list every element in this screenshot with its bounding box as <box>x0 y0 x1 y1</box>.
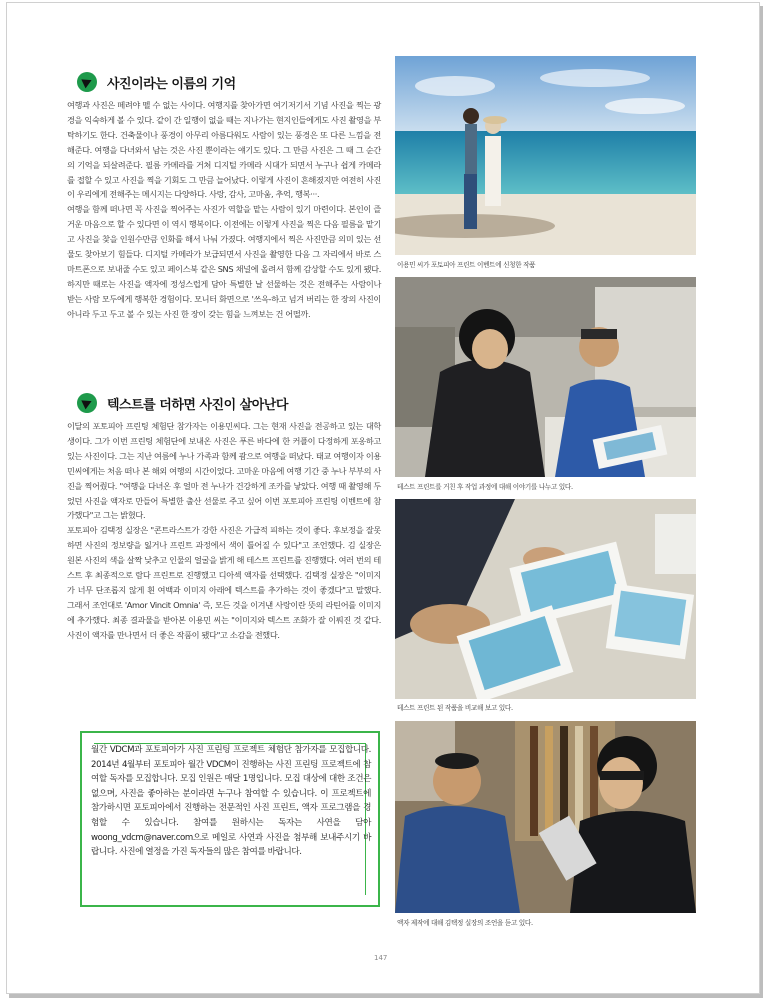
section1-paragraph: 여행을 함께 떠나면 꼭 사진을 찍어주는 사진가 역할을 맡는 사람이 있기 마련이다. 본인이 즐거운 마음으로 할 수 있다면 이 역시 행복이다. 이전에는 이렇게 사진을 찍은 다음 필름을 맡기고 사진을 찾을 인원수만큼 인화를 해서 나눠 가졌다. 여행지에서 찍은 사진만큼 의미 있는 선물도 찾아보기 힘들다. 디지털 카메라가 보급되면서 사진을 촬영한 다음 그 자리에서 바로 스마트폰으로 보내줄 수도 있고 페이스북 같은 SNS 채널에 올려서 함께 감상할 수도 있게 됐다. 하지만 때로는 사진을 액자에 정성스럽게 담아 특별한 날 선물하는 것은 전해주는 사람이나 받는 사람 모두에게 행복한 경험이다. 모니터 화면으로 '쓰윽-하고 넘겨 버리는 한 장의 사진이 아니라 두고 두고 볼 수 있는 사진 한 장이 갖는 힘을 느껴보는 건 어떨까. <box>67 204 381 319</box>
section-bullet-icon <box>77 393 97 413</box>
section1-title: 사진이라는 이름의 기억 <box>107 76 236 92</box>
photo1-caption: 이용민 씨가 포토피아 프린트 이벤트에 신청한 작품 <box>397 261 536 269</box>
page-number: 147 <box>374 954 388 962</box>
print-discussion-photo <box>395 277 696 477</box>
info-box-text: 월간 VDCM과 포토피아가 사진 프린팅 프로젝트 체험단 참가자를 모집합니다. 2014년 4월부터 포토피아 월간 VDCM이 진행하는 사진 프린팅 프로젝트에 참여할 독자를 모집합니다. 모집 인원은 매달 1명입니다. 모집 대상에 대한 조건은 없으며, 사진을 좋아하는 분이라면 누구나 참여할 수 있습니다. 이 프로젝트에 참가하시면 포토피아에서 진행하는 전문적인 사진 프린트, 액자 프로그램을 경험할 수 있습니다. 참여를 원하시는 독자는 사연을 담아 woong_vdcm@naver.com으로 메일로 사연과 사진을 첨부해 보내주시기 바랍니다. 사진에 열정을 가진 독자들의 많은 참여를 바랍니다. <box>91 745 371 858</box>
section2-heading <box>77 393 288 413</box>
frame-consultation-photo <box>395 721 696 913</box>
section1-body <box>67 98 381 322</box>
section-bullet-icon <box>77 72 97 92</box>
section2-paragraph: 포토피아 김택정 실장은 "콘트라스트가 강한 사진은 가급적 피하는 것이 좋다. 후보정을 잘못하면 사진의 정보량을 잃거나 프린트 과정에서 색이 틀어질 수 있다"고 조언했다. 김 실장은 원본 사진의 색을 살짝 낮추고 인물의 얼굴을 밝게 해 테스트 프린트를 진행했다. 여러 번의 테스트 후 최종적으로 람다 프린트로 진행했고 디아섹 액자를 선택했다. 김택정 실장은 "이미지가 너무 단조롭지 않게 흰 여백과 이미지 아래에 텍스트를 추가하는 것이 좋겠다"고 말했다. 그래서 조언대로 'Amor Vincit Omnia' 즉, 모든 것을 이겨낸 사랑이란 뜻의 라틴어를 이미지에 추가했다. 최종 결과물을 받아본 이용민 씨는 "이미지와 텍스트 조화가 잘 이뤄진 것 같다. 사진이 액자를 만나면서 더 좋은 작품이 됐다"고 소감을 전했다. <box>67 525 381 640</box>
section2-body <box>67 419 381 643</box>
section1-paragraph: 여행과 사진은 떼려야 뗄 수 없는 사이다. 여행지를 찾아가면 여기저기서 기념 사진을 찍는 광경을 익숙하게 볼 수 있다. 같이 간 일행이 없을 때는 지나가는 현지인들에게도 사진 촬영을 부탁하기도 한다. 건축물이나 풍경이 아무리 아름다워도 사람이 있는 풍경은 또 다른 느낌을 전해준다. 여행을 다녀와서 남는 것은 사진 뿐이라는 얘기도 있다. 그 만큼 사진은 그 때 그 순간의 기억을 되살려준다. 필름 카메라를 거쳐 디지털 카메라 시대가 되면서 누구나 쉽게 카메라를 접할 수 있고 사진을 찍을 기회도 그 만큼 늘어났다. 이렇게 사진이 흔해졌지만 여전히 사진이 우리에게 전해주는 메시지는 다양하다. 사랑, 감사, 고마움, 추억, 행복···. <box>67 100 381 200</box>
photo2-caption: 테스트 프린트를 거친 후 작업 과정에 대해 이야기를 나누고 있다. <box>397 483 573 491</box>
test-prints-photo <box>395 499 696 699</box>
section2-title: 텍스트를 더하면 사진이 살아난다 <box>107 397 288 413</box>
photo4-caption: 액자 제작에 대해 김택정 실장의 조언을 듣고 있다. <box>397 919 533 927</box>
magazine-page <box>6 2 760 994</box>
section2-paragraph: 이달의 포토피아 프린팅 체험단 참가자는 이용민씨다. 그는 현재 사진을 전공하고 있는 대학생이다. 그가 이번 프린팅 체험단에 보내온 사진은 푸른 바다에 한 커플이 다정하게 포옹하고 있는 사진이다. 그는 지난 여름에 누나 가족과 함께 괌으로 여행을 떠났다. 태교 여행이자 이용민씨에게는 처음 떠나 본 해외 여행의 시간이었다. 고마운 마음에 여행 기간 중 누나 부부의 사진을 찍어줬다. "여행을 다녀온 후 얼마 전 누나가 건강하게 조카를 낳았다. 여행 때 촬영해 두었던 사진을 액자로 만들어 특별한 출산 선물로 주고 싶어 이번 포토피아 프린팅 이벤트에 참가했다"고 그는 밝혔다. <box>67 421 381 521</box>
section1-heading <box>77 72 236 92</box>
beach-couple-photo <box>395 56 696 255</box>
photo3-caption: 테스트 프린트 된 작품을 비교해 보고 있다. <box>397 704 513 712</box>
